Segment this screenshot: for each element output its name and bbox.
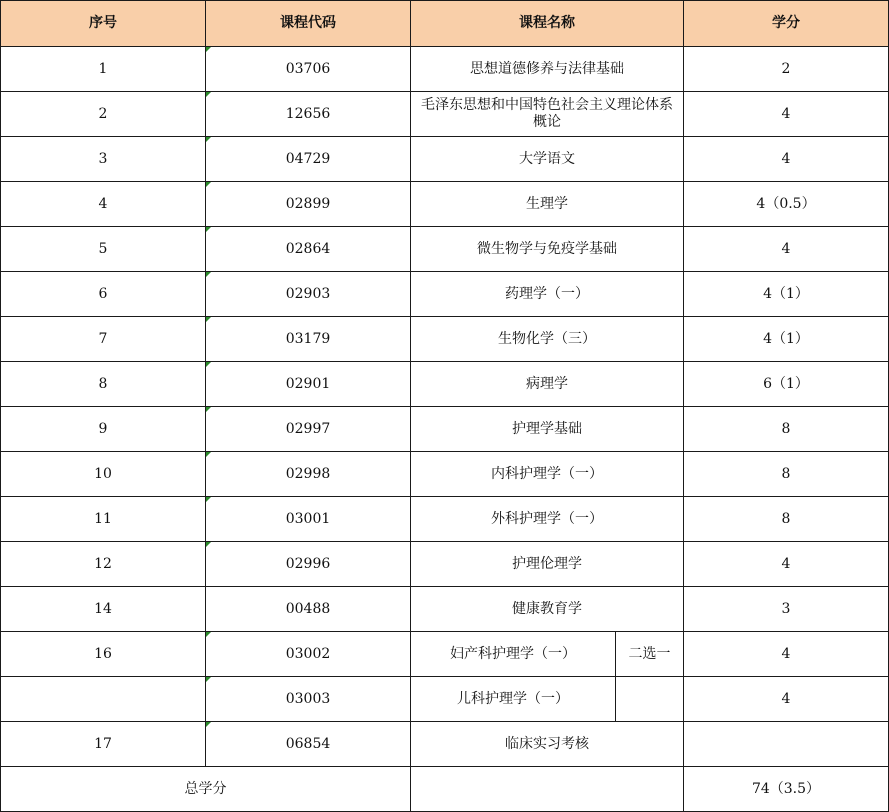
row-code: 02997 <box>206 407 411 452</box>
total-empty-cell <box>411 767 684 812</box>
row-no: 10 <box>1 452 206 497</box>
row-credit: 4 <box>684 137 889 182</box>
row-credit: 6（1） <box>684 362 889 407</box>
row-course-name: 临床实习考核 <box>411 722 684 767</box>
row-no: 6 <box>1 272 206 317</box>
row-no: 12 <box>1 542 206 587</box>
row-code: 02864 <box>206 227 411 272</box>
row-no: 1 <box>1 47 206 92</box>
total-credit: 74（3.5） <box>684 767 889 812</box>
row-credit <box>684 722 889 767</box>
row-credit: 4 <box>684 227 889 272</box>
row-course-name: 内科护理学（一） <box>411 452 684 497</box>
row-code: 12656 <box>206 92 411 137</box>
row-no: 7 <box>1 317 206 362</box>
row-no <box>1 677 206 722</box>
row-code: 02901 <box>206 362 411 407</box>
row-course-name: 生物化学（三） <box>411 317 684 362</box>
table-row <box>1 587 889 632</box>
table-row <box>1 137 889 182</box>
row-no: 3 <box>1 137 206 182</box>
row-course-name: 儿科护理学（一） <box>411 677 616 722</box>
elective-note: 二选一 <box>616 632 684 677</box>
row-credit: 4（1） <box>684 317 889 362</box>
table-row <box>1 722 889 767</box>
row-course-name: 微生物学与免疫学基础 <box>411 227 684 272</box>
row-no: 5 <box>1 227 206 272</box>
row-code: 02998 <box>206 452 411 497</box>
header-no: 序号 <box>1 1 206 47</box>
row-credit: 2 <box>684 47 889 92</box>
row-code: 00488 <box>206 587 411 632</box>
row-credit: 4 <box>684 632 889 677</box>
row-course-name: 健康教育学 <box>411 587 684 632</box>
row-code: 06854 <box>206 722 411 767</box>
table-row <box>1 182 889 227</box>
table-row <box>1 407 889 452</box>
row-credit: 4（0.5） <box>684 182 889 227</box>
table-row <box>1 317 889 362</box>
table-row <box>1 497 889 542</box>
row-course-name: 护理伦理学 <box>411 542 684 587</box>
row-course-name: 妇产科护理学（一） <box>411 632 616 677</box>
row-credit: 4（1） <box>684 272 889 317</box>
row-credit: 4 <box>684 677 889 722</box>
row-code: 03002 <box>206 632 411 677</box>
row-credit: 8 <box>684 452 889 497</box>
row-course-name: 大学语文 <box>411 137 684 182</box>
row-credit: 8 <box>684 407 889 452</box>
row-no: 11 <box>1 497 206 542</box>
row-credit: 4 <box>684 92 889 137</box>
row-no: 14 <box>1 587 206 632</box>
row-code: 02899 <box>206 182 411 227</box>
header-name: 课程名称 <box>411 1 684 47</box>
row-credit: 3 <box>684 587 889 632</box>
table-row <box>1 272 889 317</box>
row-no: 4 <box>1 182 206 227</box>
table-row <box>1 362 889 407</box>
table-header-row <box>1 1 889 47</box>
row-code: 03003 <box>206 677 411 722</box>
row-code: 02903 <box>206 272 411 317</box>
row-course-name: 药理学（一） <box>411 272 684 317</box>
row-no: 8 <box>1 362 206 407</box>
row-code: 04729 <box>206 137 411 182</box>
total-row <box>1 767 889 812</box>
row-no: 9 <box>1 407 206 452</box>
elective-note <box>616 677 684 722</box>
row-course-name: 病理学 <box>411 362 684 407</box>
row-credit: 8 <box>684 497 889 542</box>
row-code: 03001 <box>206 497 411 542</box>
table-row <box>1 632 889 677</box>
row-no: 17 <box>1 722 206 767</box>
row-code: 03706 <box>206 47 411 92</box>
row-code: 03179 <box>206 317 411 362</box>
table-row <box>1 677 889 722</box>
row-no: 2 <box>1 92 206 137</box>
row-code: 02996 <box>206 542 411 587</box>
total-label: 总学分 <box>1 767 411 812</box>
row-credit: 4 <box>684 542 889 587</box>
table-row <box>1 452 889 497</box>
table-row <box>1 227 889 272</box>
header-code: 课程代码 <box>206 1 411 47</box>
table-row <box>1 47 889 92</box>
row-course-name: 思想道德修养与法律基础 <box>411 47 684 92</box>
row-course-name: 外科护理学（一） <box>411 497 684 542</box>
row-no: 16 <box>1 632 206 677</box>
table-row <box>1 92 889 137</box>
row-course-name: 生理学 <box>411 182 684 227</box>
row-course-name: 毛泽东思想和中国特色社会主义理论体系概论 <box>411 92 684 137</box>
table-row <box>1 542 889 587</box>
row-course-name: 护理学基础 <box>411 407 684 452</box>
header-credit: 学分 <box>684 1 889 47</box>
